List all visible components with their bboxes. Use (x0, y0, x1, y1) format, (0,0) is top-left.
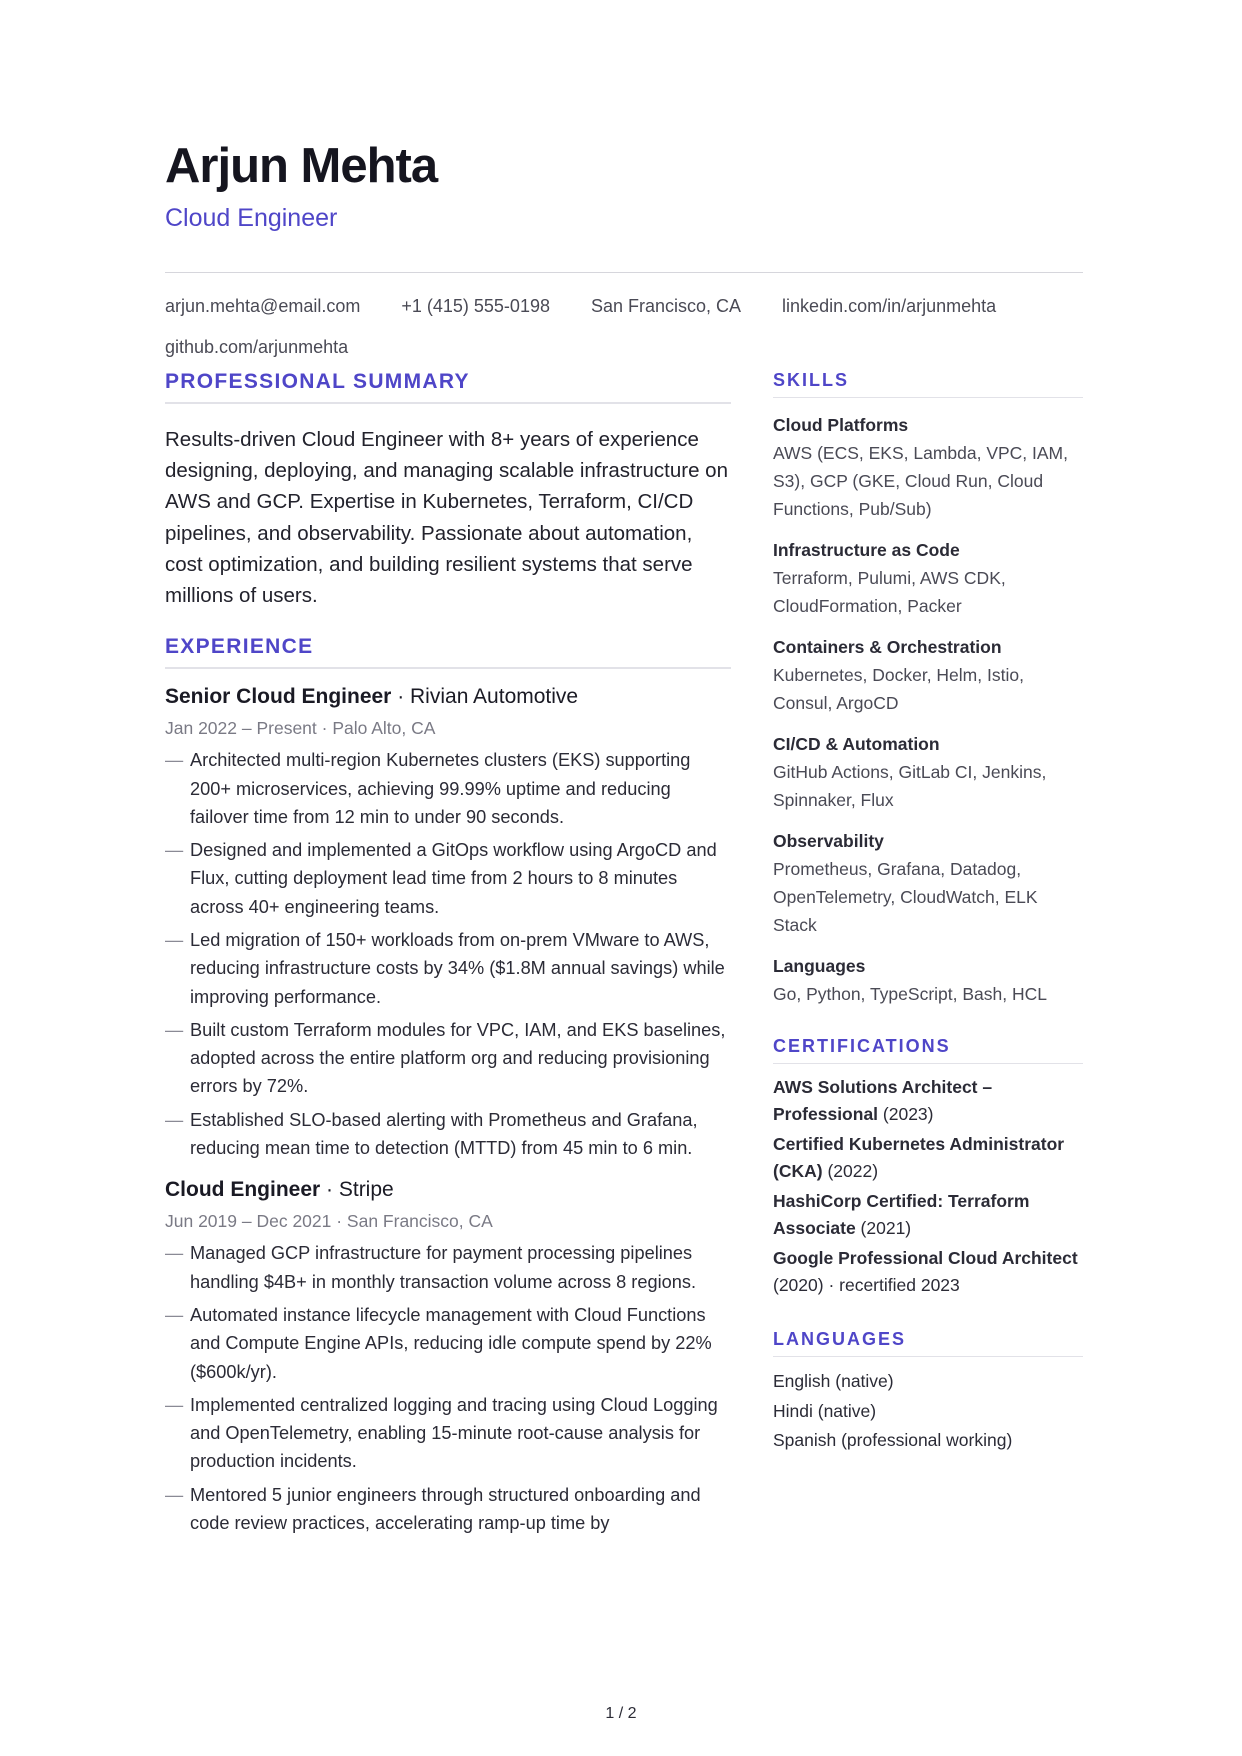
certification-name: AWS Solutions Architect – Professional (773, 1077, 993, 1124)
skill-group-items: Kubernetes, Docker, Helm, Istio, Consul, ArgoCD (773, 665, 1024, 713)
skills-heading: SKILLS (773, 370, 1083, 398)
candidate-name: Arjun Mehta (165, 139, 438, 193)
certification-detail: (2021) (855, 1218, 912, 1238)
contact-email[interactable]: arjun.mehta@email.com (165, 296, 361, 316)
skill-group-name: Observability (773, 831, 884, 851)
job-bullet: — Automated instance lifecycle management with Cloud Functions and Compute Engine APIs, reducing idle compute spend by 22% ($600k/yr). (165, 1301, 731, 1386)
skill-group-name: Cloud Platforms (773, 415, 909, 435)
skill-group-items: Prometheus, Grafana, Datadog, OpenTelemetry, CloudWatch, ELK Stack (773, 859, 1038, 935)
job-company: · Stripe (320, 1178, 394, 1202)
job-entry (165, 685, 731, 1162)
job-bullet: — Designed and implemented a GitOps workflow using ArgoCD and Flux, cutting deployment lead time from 2 hours to 8 minutes across 40+ engineering teams. (165, 836, 731, 921)
job-role: Senior Cloud Engineer (165, 685, 392, 709)
job-header (165, 685, 731, 709)
skill-group (773, 730, 1083, 814)
skill-group (773, 633, 1083, 717)
certification-list (773, 1074, 1083, 1299)
job-entry (165, 1178, 731, 1537)
job-meta: Jan 2022 – Present · Palo Alto, CA (165, 718, 436, 739)
skill-group (773, 827, 1083, 939)
job-meta: Jun 2019 – Dec 2021 · San Francisco, CA (165, 1211, 493, 1232)
certification-item (773, 1188, 1083, 1242)
certification-item (773, 1074, 1083, 1128)
certification-name: Certified Kubernetes Administrator (CKA) (773, 1134, 1065, 1181)
skill-group-name: Containers & Orchestration (773, 637, 1002, 657)
candidate-title: Cloud Engineer (165, 204, 338, 232)
header-divider (165, 272, 1083, 273)
job-role: Cloud Engineer (165, 1178, 321, 1202)
skill-group (773, 411, 1083, 523)
summary-heading: PROFESSIONAL SUMMARY (165, 370, 731, 404)
job-bullet: — Established SLO-based alerting with Prometheus and Grafana, reducing mean time to detection (MTTD) from 45 min to 6 min. (165, 1106, 731, 1163)
certification-detail: (2020) · recertified 2023 (773, 1275, 960, 1295)
job-bullet: — Led migration of 150+ workloads from on-prem VMware to AWS, reducing infrastructure costs by 34% ($1.8M annual savings) while improving performance. (165, 926, 731, 1011)
certification-item (773, 1131, 1083, 1185)
language-item: Spanish (professional working) (773, 1430, 1013, 1450)
job-company: · Rivian Automotive (391, 685, 579, 709)
contact-bar (165, 286, 1083, 368)
certification-item (773, 1245, 1083, 1299)
skill-group-name: Infrastructure as Code (773, 540, 960, 560)
skill-group-items: AWS (ECS, EKS, Lambda, VPC, IAM, S3), GCP (GKE, Cloud Run, Cloud Functions, Pub/Sub) (773, 443, 1068, 519)
language-item: Hindi (native) (773, 1400, 877, 1421)
contact-linkedin[interactable]: linkedin.com/in/arjunmehta (782, 296, 997, 316)
language-item: English (native) (773, 1371, 894, 1391)
contact-phone[interactable]: +1 (415) 555-0198 (401, 296, 550, 316)
job-header (165, 1178, 731, 1202)
job-bullets (165, 746, 731, 1162)
skill-group-name: CI/CD & Automation (773, 734, 940, 754)
job-bullet: — Mentored 5 junior engineers through structured onboarding and code review practices, accelerating ramp-up time by (165, 1481, 731, 1538)
job-bullets (165, 1239, 731, 1537)
certification-name: Google Professional Cloud Architect (773, 1248, 1078, 1268)
language-list (773, 1367, 1083, 1456)
skill-group-items: Terraform, Pulumi, AWS CDK, CloudFormation, Packer (773, 568, 1006, 616)
skill-group-items: Go, Python, TypeScript, Bash, HCL (773, 984, 1047, 1004)
page-number: 1 / 2 (605, 1705, 637, 1722)
skill-group (773, 952, 1083, 1008)
side-column (773, 370, 1083, 1456)
job-bullet: — Managed GCP infrastructure for payment processing pipelines handling $4B+ in monthly transaction volume across 8 regions. (165, 1239, 731, 1296)
skill-group-items: GitHub Actions, GitLab CI, Jenkins, Spinnaker, Flux (773, 762, 1047, 810)
skill-group-name: Languages (773, 956, 866, 976)
contact-github[interactable]: github.com/arjunmehta (165, 337, 349, 357)
job-bullet: — Implemented centralized logging and tracing using Cloud Logging and OpenTelemetry, enabling 15-minute root-cause analysis for production incidents. (165, 1391, 731, 1476)
certifications-heading: CERTIFICATIONS (773, 1036, 1083, 1064)
experience-heading: EXPERIENCE (165, 635, 731, 669)
job-bullet: — Architected multi-region Kubernetes clusters (EKS) supporting 200+ microservices, achieving 99.99% uptime and reducing failover time from 12 min to under 90 seconds. (165, 746, 731, 831)
summary-text: Results-driven Cloud Engineer with 8+ years of experience designing, deploying, and managing scalable infrastructure on AWS and GCP. Expertise in Kubernetes, Terraform, CI/CD pipelines, and observability. Passionate about automation, cost optimization, and building resilient systems that serve millions of users. (165, 428, 728, 608)
contact-location: San Francisco, CA (590, 296, 742, 316)
main-column (165, 370, 731, 1542)
skill-group (773, 536, 1083, 620)
certification-detail: (2023) (878, 1104, 934, 1124)
certification-detail: (2022) (822, 1161, 879, 1181)
languages-heading: LANGUAGES (773, 1329, 1083, 1357)
job-bullet: — Built custom Terraform modules for VPC, IAM, and EKS baselines, adopted across the entire platform org and reducing provisioning errors by 72%. (165, 1016, 731, 1101)
certification-name: HashiCorp Certified: Terraform Associate (773, 1191, 1030, 1238)
